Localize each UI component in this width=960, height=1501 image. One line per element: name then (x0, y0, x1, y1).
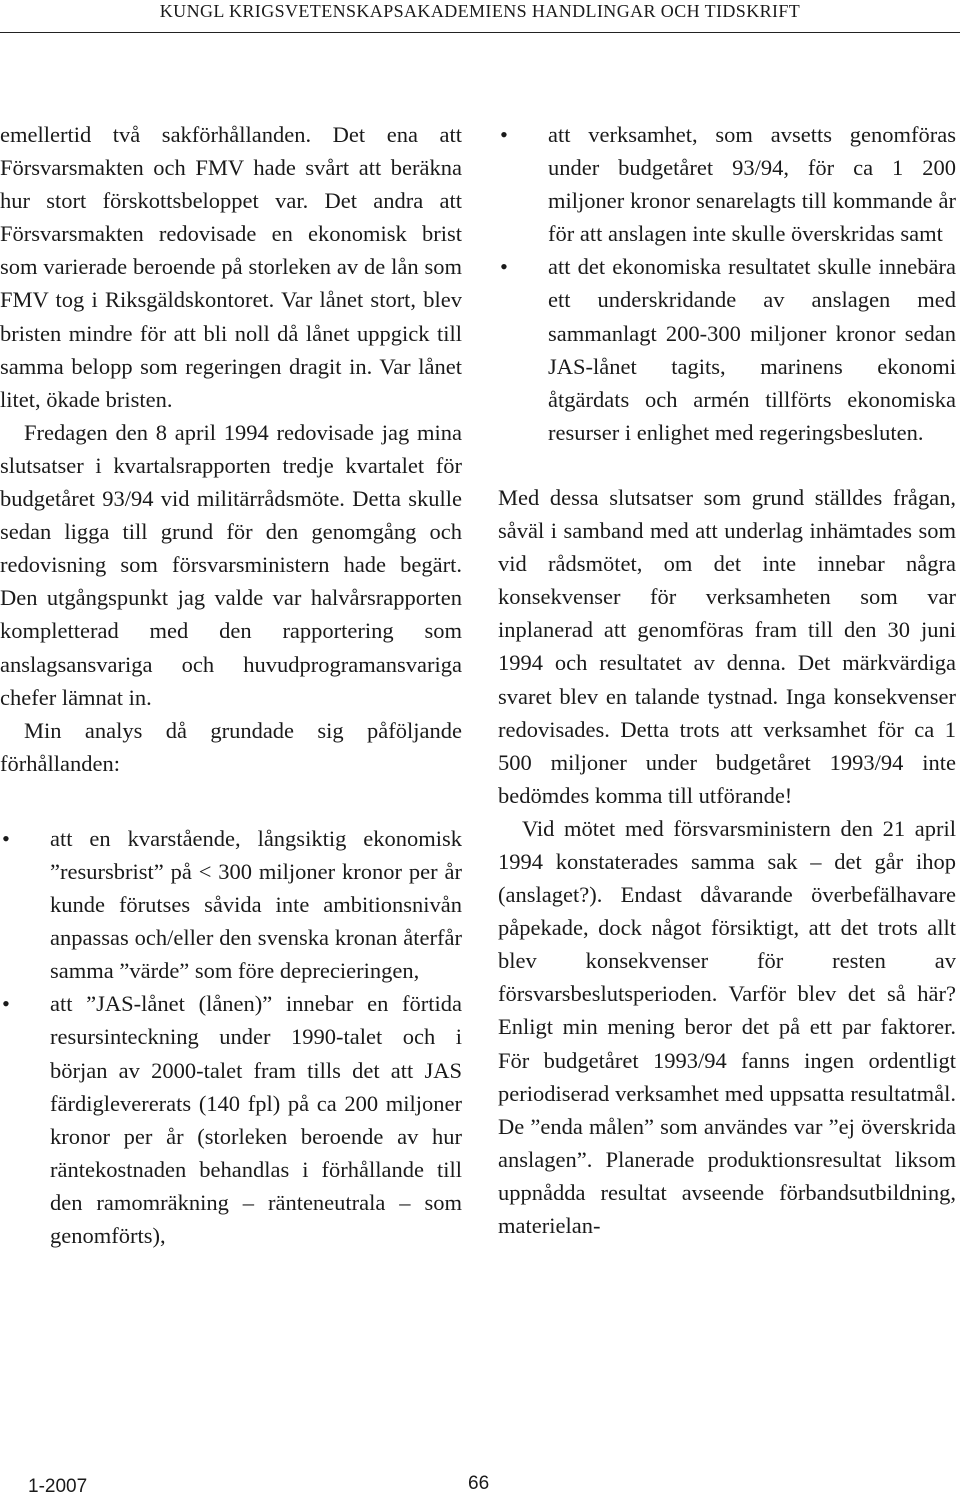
bullet-icon: • (500, 254, 508, 280)
left-paragraph-3: Min analys då grundade sig påföljande förhållanden: (0, 717, 462, 776)
issue-number: 1-2007 (28, 1476, 88, 1497)
bullet-icon: • (2, 991, 10, 1017)
bullet-icon: • (2, 825, 10, 851)
right-bullet-list (498, 118, 956, 449)
list-item (0, 822, 462, 987)
page-number: 66 (468, 1473, 490, 1494)
right-paragraph-2: Vid mötet med försvarsministern den 21 april 1994 konstaterades samma sak – det går ihop (anslaget?). Endast dåvarande överbefälhavare påpekade, dock något försiktigt, att det trots allt blev konsekvenser för resten av försvarsbeslutsperioden. Varför blev det så här? Enligt min mening beror det på ett par faktorer. För budgetåret 1993/94 fanns ingen ordentligt periodiserad verksamhet med uppsatta resultatmål. De ”enda målen” som användes var ”ej överskrida anslagen”. Planerade produktionsresultat liksom uppnådda resultat avseende förbandsutbildning, materielan- (498, 815, 956, 1238)
left-paragraph-1: emellertid två sakförhållanden. Det ena att Försvarsmakten och FMV hade svårt att beräkna hur stort förskottsbeloppet var. Det andra att Försvarsmakten redovisade en ekonomisk brist som varierade beroende på storleken av de lån som FMV tog i Riksgäldskontoret. Var lånet stort, blev bristen mindre för att bli noll då lånet uppgick till samma belopp som regeringen dragit in. Var lånet litet, ökade bristen. (0, 122, 462, 412)
bullet-text: att ”JAS-lånet (lånen)” innebar en förtida resursinteckning under 1990-talet och i början av 2000-talet fram tills det att JAS färdiglevererats (140 fpl) på ca 200 miljoner kronor per år (storleken beroende av hur räntekostnaden behandlas i förhållande till den ramomräkning – ränteneutrala – som genomförts), (50, 991, 462, 1248)
left-paragraph-2: Fredagen den 8 april 1994 redovisade jag mina slutsatser i kvartalsrapporten tredje kvartalet för budgetåret 93/94 vid militärrådsmöte. Detta skulle sedan ligga till grund för den genomgång och redovisning som försvarsministern hade begärt. Den utgångspunkt jag valde var halvårsrapporten kompletterad med den rapportering som anslagsansvariga och huvudprogramansvariga chefer lämnat in. (0, 419, 462, 710)
right-paragraph-1: Med dessa slutsatser som grund ställdes frågan, såväl i samband med att underlag inhämtades som vid rådsmötet, om det inte innebar några konsekvenser för verksamheten som var inplanerad att genomföras fram till den 30 juni 1994 och resultatet av denna. Det märkvärdiga svaret blev en talande tystnad. Inga konsekvenser redovisades. Detta trots att verksamhet för ca 1 500 miljoner under budgetåret 1993/94 inte bedömdes komma till utförande! (498, 484, 956, 808)
left-column (0, 118, 462, 1252)
list-item (0, 987, 462, 1252)
bullet-text: att det ekonomiska resultatet skulle innebära ett underskridande av anslagen med sammanlagt 200-300 miljoner kronor sedan JAS-lånet tagits, marinens ekonomi åtgärdats och armén tillförts ekonomiska resurser i enlighet med regeringsbesluten. (548, 254, 956, 445)
bullet-text: att en kvarstående, långsiktig ekonomisk ”resursbrist” på < 300 miljoner kronor per år kunde förutses såvida inte ambitionsnivån anpassas och/eller den svenska kronan återfår samma ”värde” som före deprecieringen, (50, 825, 462, 984)
right-column (498, 118, 956, 1242)
running-header (0, 0, 960, 30)
list-item (498, 118, 956, 250)
bullet-text: att verksamhet, som avsetts genomföras under budgetåret 93/94, för ca 1 200 miljoner kronor senarelagts till kommande år för att anslagen inte skulle överskridas samt (548, 122, 956, 247)
journal-title: KUNGL KRIGSVETENSKAPSAKADEMIENS HANDLINGAR OCH TIDSKRIFT (159, 1, 801, 21)
bullet-icon: • (500, 122, 508, 147)
left-bullet-list (0, 822, 462, 1252)
header-rule (0, 32, 960, 33)
list-item (498, 250, 956, 449)
